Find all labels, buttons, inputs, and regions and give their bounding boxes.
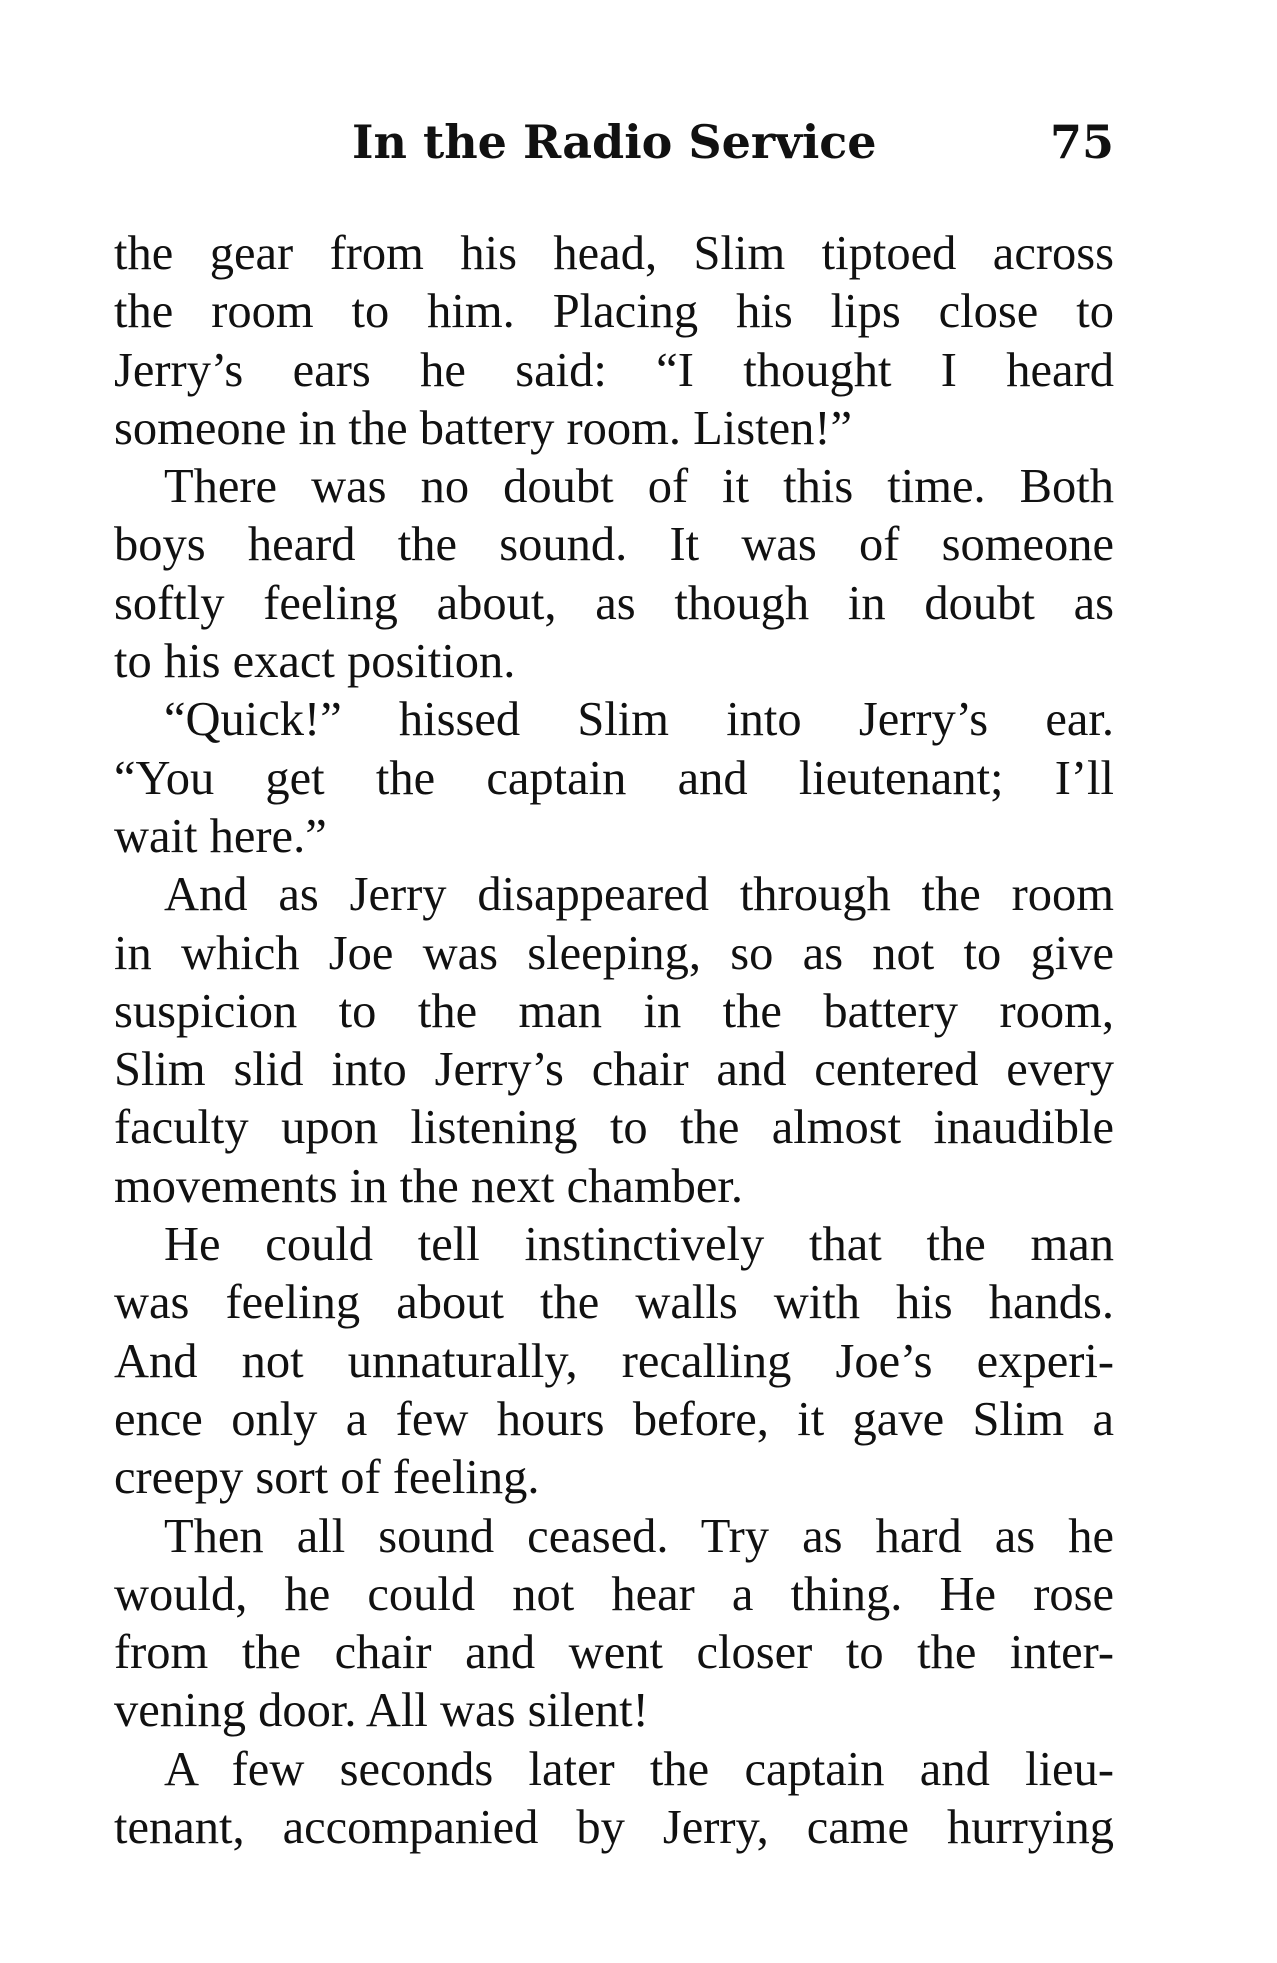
text-line: Slim slid into Jerry’s chair and centered every	[114, 1043, 1114, 1097]
text-line: And not unnaturally, recalling Joe’s experi-	[114, 1334, 1114, 1388]
text-line: “Quick!” hissed Slim into Jerry’s ear.	[164, 693, 1114, 747]
text-line: faculty upon listening to the almost inaudible	[114, 1101, 1114, 1155]
text-line: to his exact position.	[114, 635, 516, 689]
text-line: was feeling about the walls with his hands.	[114, 1276, 1114, 1330]
running-title: In the Radio Service	[352, 115, 877, 169]
body-text	[114, 225, 1114, 1857]
text-line: wait here.”	[114, 809, 327, 863]
text-line: someone in the battery room. Listen!”	[114, 401, 853, 455]
text-line: There was no doubt of it this time. Both	[164, 460, 1114, 514]
text-line: A few seconds later the captain and lieu-	[164, 1742, 1114, 1796]
text-line: from the chair and went closer to the inter-	[114, 1626, 1114, 1680]
text-line: the room to him. Placing his lips close to	[114, 285, 1114, 339]
text-line: And as Jerry disappeared through the room	[164, 868, 1114, 922]
text-line: creepy sort of feeling.	[114, 1451, 540, 1505]
text-line: the gear from his head, Slim tiptoed across	[114, 227, 1114, 280]
text-line: “You get the captain and lieutenant; I’ll	[114, 751, 1114, 805]
text-line: ence only a few hours before, it gave Slim a	[114, 1392, 1114, 1446]
text-line: softly feeling about, as though in doubt as	[114, 576, 1114, 630]
text-line: suspicion to the man in the battery room,	[114, 984, 1114, 1038]
text-line: in which Joe was sleeping, so as not to give	[114, 926, 1114, 980]
running-head	[114, 112, 1114, 172]
text-line: Jerry’s ears he said: “I thought I heard	[114, 343, 1114, 397]
text-line: vening door. All was silent!	[114, 1684, 649, 1738]
text-line: would, he could not hear a thing. He rose	[114, 1567, 1114, 1621]
text-line: He could tell instinctively that the man	[164, 1218, 1114, 1272]
text-line: movements in the next chamber.	[114, 1159, 743, 1213]
page-number: 75	[1049, 115, 1114, 169]
text-line: boys heard the sound. It was of someone	[114, 518, 1114, 572]
text-line: tenant, accompanied by Jerry, came hurrying	[114, 1801, 1114, 1855]
text-line: Then all sound ceased. Try as hard as he	[164, 1509, 1114, 1563]
